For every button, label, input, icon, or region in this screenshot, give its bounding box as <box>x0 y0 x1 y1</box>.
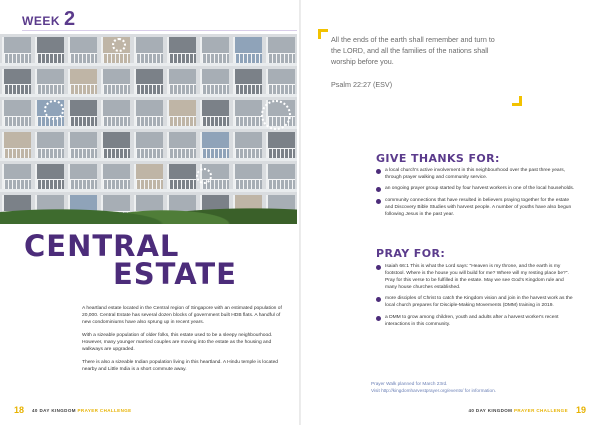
title-line-2: ESTATE <box>112 257 237 291</box>
page-number-left: 18 <box>14 405 25 415</box>
page-number-right: 19 <box>575 405 586 415</box>
footer-title-left: 40 DAY KINGDOM PRAYER CHALLENGE <box>32 407 132 413</box>
footer-right <box>468 405 586 415</box>
prayer-walk-link[interactable]: Visit http://kingdomharvestprayer.org/events/ for information. <box>371 387 496 393</box>
bullet-icon <box>376 265 381 270</box>
list-item: a DMM to grow among children, youth and adults after a harvest worker's recent interactions in this community. <box>376 315 576 329</box>
intro-paragraph: With a sizeable population of older folks, this estate used to be a sleepy neighbourhood. However, many younger married couples are moving into the estate as the housing and walkways are upgraded. <box>82 332 273 352</box>
tree-foliage <box>0 190 297 224</box>
prayer-walk-date: Prayer Walk planned for March 23rd. <box>371 381 448 386</box>
give-thanks-heading: GIVE THANKS FOR: <box>376 152 500 165</box>
dotted-circle-marker <box>261 100 291 130</box>
bullet-icon <box>376 316 381 321</box>
list-item: community connections that have resulted in believers praying together for the estate and Discovery Bible Studies with harvest people. A number of youths have also begun following Jesus in the past year. <box>376 198 576 219</box>
bullet-icon <box>376 169 381 174</box>
scripture-reference: Psalm 22:27 (ESV) <box>331 80 393 89</box>
week-number: 2 <box>64 8 76 30</box>
intro-text <box>82 306 288 380</box>
list-item: Isaiah 66:1 This is what the Lord says: "Heaven is my throne, and the earth is my footstool. Where is the house you will build for me? Where will my resting place be?". Pray for this verse to be fulfilled in the estate. May we see God's Kingdom rule and many house churches established. <box>376 264 576 292</box>
week-label: WEEK <box>22 14 60 28</box>
page-gutter <box>299 0 301 425</box>
list-item: a local church's active involvement in this neighbourhood over the past three years, through prayer walking and community service. <box>376 168 576 182</box>
bullet-icon <box>376 297 381 302</box>
title-line-1: CENTRAL <box>24 229 180 263</box>
intro-paragraph: There is also a sizeable Indian population living in this heartland. A Hindu temple is located nearby and Little India is a short commute away. <box>82 359 279 372</box>
pray-for-list <box>376 264 576 333</box>
list-item: more disciples of Christ to catch the Kingdom vision and join in the harvest work as the local church prepares for Disciple-Making Movements (DMM) training in 2019. <box>376 296 576 310</box>
dotted-circle-marker <box>196 168 212 184</box>
prayer-walk-note[interactable] <box>371 381 571 395</box>
pray-for-heading: PRAY FOR: <box>376 247 446 260</box>
bullet-icon <box>376 199 381 204</box>
quote-bracket-open <box>318 29 328 39</box>
bullet-icon <box>376 187 381 192</box>
scripture-quote: All the ends of the earth shall remember and turn to the LORD, and all the families of the nations shall worship before you. <box>331 35 495 67</box>
estate-photo <box>0 34 297 224</box>
list-item: an ongoing prayer group started by four harvest workers in one of the local households. <box>376 186 576 193</box>
dotted-circle-marker <box>44 100 64 120</box>
give-thanks-list <box>376 168 576 223</box>
dotted-circle-marker <box>112 38 126 52</box>
week-divider <box>22 30 297 31</box>
intro-paragraph: A heartland estate located in the Central region of Singapore with an estimated population of 20,000. Central Estate has several dozen blocks of government built HDB flats. A handful of new condominiums have also sprung up in recent years. <box>82 306 282 325</box>
quote-bracket-close <box>512 96 522 106</box>
footer-title-right: 40 DAY KINGDOM PRAYER CHALLENGE <box>468 407 568 413</box>
week-tag <box>22 8 75 31</box>
footer-left <box>14 405 132 415</box>
